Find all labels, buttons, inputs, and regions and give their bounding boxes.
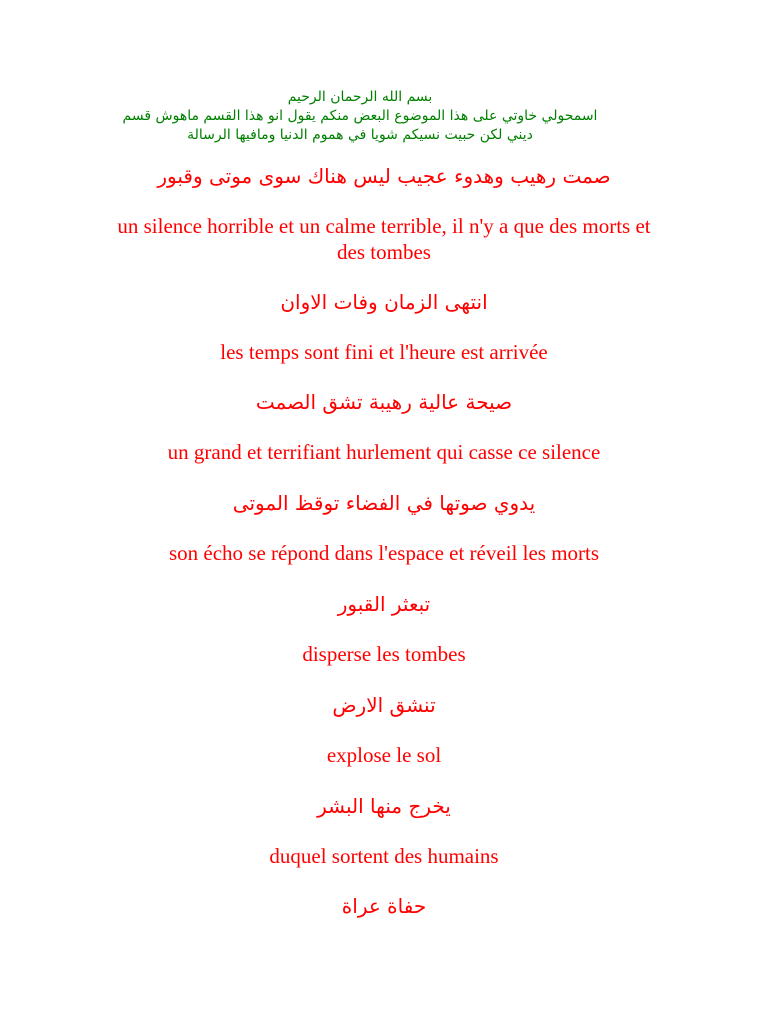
poem-line-french-5: disperse les tombes (302, 642, 466, 666)
poem-line-french-6: explose le sol (326, 743, 442, 767)
poem-line-french-2: les temps sont fini et l'heure est arrivée (220, 340, 548, 364)
intro-block (110, 88, 610, 145)
intro-paragraph: اسمحولي خاوتي على هذا الموضوع البعض منكم يقول انو هذا القسم ماهوش قسم ديني لكن حبيت نسيكم شويا في هموم الدنيا ومافيها الرسالة (122, 108, 598, 143)
poem-line-french-1: un silence horrible et un calme terrible, il n'y a que des morts et des tombes (117, 214, 651, 264)
poem-line-arabic-1: صمت رهيب وهدوء عجيب ليس هناك سوى موتى وقبور (157, 164, 611, 188)
poem-line-arabic-8: حفاة عراة (341, 894, 427, 918)
poem-line-arabic-6: تنشق الارض (332, 693, 436, 717)
basmala-line: بسم الله الرحمان الرحيم (287, 89, 433, 105)
poem-line-french-7: duquel sortent des humains (269, 844, 499, 868)
poem-line-arabic-4: يدوي صوتها في الفضاء توقظ الموتى (232, 491, 536, 515)
poem-line-french-3: un grand et terrifiant hurlement qui casse ce silence (167, 440, 601, 464)
poem-line-arabic-5: تبعثر القبور (337, 592, 431, 616)
poem-line-french-4: son écho se répond dans l'espace et réveil les morts (168, 541, 600, 565)
poem-line-arabic-3: صيحة عالية رهيبة تشق الصمت (255, 390, 513, 414)
poem-line-arabic-2: انتهى الزمان وفات الاوان (280, 290, 488, 314)
poem-line-arabic-7: يخرج منها البشر (317, 794, 451, 818)
